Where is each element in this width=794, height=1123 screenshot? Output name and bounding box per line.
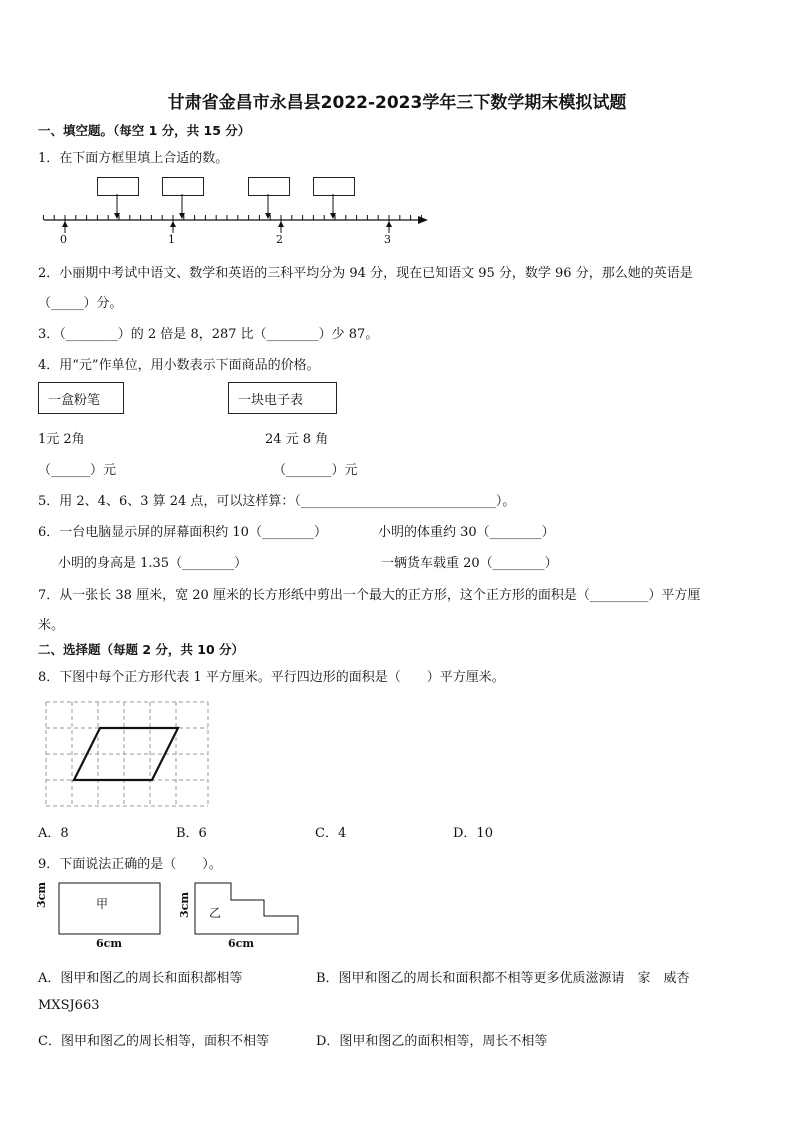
question-2-text-cont: （_____）分。	[38, 296, 123, 311]
q9-option-b[interactable]: B．图甲和图乙的周长和面积都不相等更多优质滋源请 家 威杏	[316, 971, 690, 986]
question-7-text-cont: 米。	[38, 618, 65, 633]
label-arrow-head	[386, 221, 392, 227]
label-arrow-head	[170, 221, 176, 227]
q9-option-d[interactable]: D．图甲和图乙的面积相等，周长不相等	[316, 1034, 548, 1049]
q8-option-b[interactable]: B．6	[176, 826, 207, 841]
rectangle-jia	[59, 883, 160, 934]
section-heading-choice: 二、选择题（每题 2 分，共 10 分）	[38, 642, 245, 657]
width-label-jia: 6cm	[96, 937, 122, 950]
price-chalk: 1元 2角	[38, 432, 85, 447]
q8-option-c[interactable]: C．4	[315, 826, 347, 841]
item-label-watch: 一块电子表	[238, 393, 304, 408]
item-label-box-chalk	[38, 382, 124, 414]
question-3-text: 3．（________）的 2 倍是 8，287 比（________）少 87。	[38, 327, 379, 342]
question-4-text: 4．用“元”作单位，用小数表示下面商品的价格。	[38, 358, 320, 373]
q9-option-c[interactable]: C．图甲和图乙的周长相等，面积不相等	[38, 1034, 269, 1049]
width-label-yi: 6cm	[228, 937, 254, 950]
item-label-chalk: 一盒粉笔	[48, 393, 101, 408]
height-label-yi: 3cm	[178, 892, 191, 918]
question-9-text: 9．下面说法正确的是（ ）。	[38, 857, 222, 872]
number-line-label-2: 2	[276, 233, 283, 246]
number-line	[0, 190, 794, 270]
q9-option-a[interactable]: A．图甲和图乙的周长和面积都相等	[38, 971, 243, 986]
question-6-a: 6．一台电脑显示屏的屏幕面积约 10（________）	[38, 525, 327, 540]
number-line-arrowhead	[418, 216, 428, 224]
question-6-d: 一辆货车载重 20（________）	[381, 556, 558, 571]
section-heading-fill-blank: 一、填空题。（每空 1 分，共 15 分）	[38, 123, 251, 138]
answer-chalk: （______）元	[38, 463, 117, 478]
question-1-text: 1．在下面方框里填上合适的数。	[38, 151, 229, 166]
number-line-label-3: 3	[384, 233, 391, 246]
question-6-c: 小明的身高是 1.35（________）	[58, 556, 248, 571]
question-7-text: 7．从一张长 38 厘米，宽 20 厘米的长方形纸中剪出一个最大的正方形，这个正方形的面积是（_________）平方厘	[38, 588, 701, 603]
answer-watch: （_______）元	[273, 463, 358, 478]
parallelogram-grid-figure	[44, 694, 214, 812]
question-6-b: 小明的体重约 30（________）	[378, 525, 555, 540]
q9-option-b-cont: MXSJ663	[38, 998, 100, 1013]
price-watch: 24 元 8 角	[265, 432, 329, 447]
q8-option-a[interactable]: A．8	[38, 826, 69, 841]
question-5-text: 5．用 2、4、6、3 算 24 点，可以这样算：（______________________________）。	[38, 494, 516, 509]
question-8-text: 8．下图中每个正方形代表 1 平方厘米。平行四边形的面积是（ ）平方厘米。	[38, 670, 505, 685]
number-line-label-1: 1	[168, 233, 175, 246]
height-label-jia: 3cm	[35, 882, 48, 908]
q8-option-d[interactable]: D．10	[453, 826, 493, 841]
shape-jia-label: 甲	[96, 897, 109, 911]
label-arrow-head	[278, 221, 284, 227]
item-label-box-watch	[228, 382, 337, 414]
number-line-label-0: 0	[60, 233, 67, 246]
shape-yi-label: 乙	[209, 906, 222, 920]
question-2-text: 2．小丽期中考试中语文、数学和英语的三科平均分为 94 分，现在已知语文 95 分，数学 96 分，那么她的英语是	[38, 266, 693, 281]
label-arrow-head	[62, 221, 68, 227]
page-title: 甘肃省金昌市永昌县2022-2023学年三下数学期末模拟试题	[167, 93, 627, 113]
